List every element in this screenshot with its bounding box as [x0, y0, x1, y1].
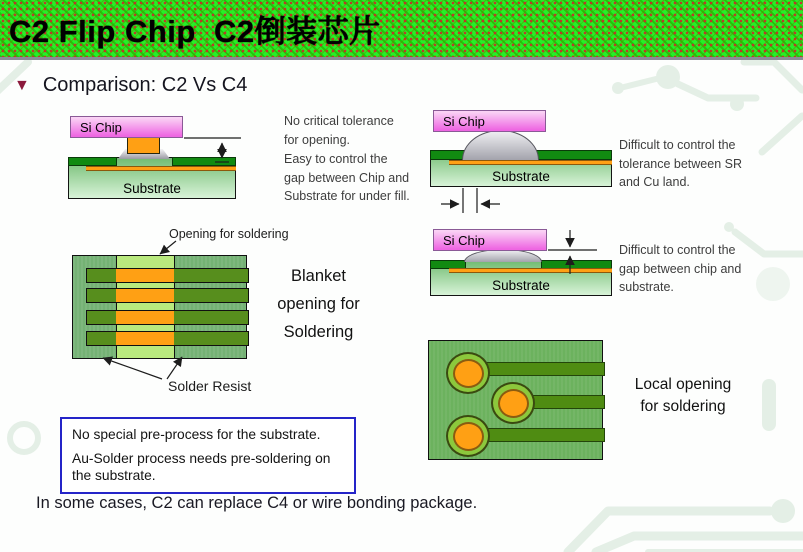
copper-pad-core: [498, 389, 529, 418]
info-line: Au-Solder process needs pre-soldering on the substrate.: [72, 451, 331, 483]
blanket-opening-diagram: [72, 255, 247, 359]
comparison-heading-text: Comparison: C2 Vs C4: [42, 74, 248, 96]
c2-note-gap: Easy to control the gap between Chip and Substrate for under fill.: [284, 152, 410, 203]
blanket-caption: Blanket opening for Soldering: [277, 267, 360, 341]
copper-land-bar: [86, 310, 249, 325]
c2b-copper-trace: [449, 268, 612, 273]
c4-copper-trace: [449, 160, 612, 165]
c2b-si-chip-label: Si Chip: [443, 232, 485, 248]
bullet-triangle-icon: ▼: [14, 76, 30, 94]
solder-resist-label: Solder Resist: [168, 378, 252, 394]
c4-note-tolerance: Difficult to control the tolerance between SR and Cu land.: [619, 138, 742, 189]
copper-land-bar: [86, 331, 249, 346]
c2-copper-pillar: [127, 137, 160, 154]
copper-pad-core: [453, 422, 484, 451]
c2-solder-resist-right: [172, 157, 236, 166]
c2b-note-gap: Difficult to control the gap between chip and substrate.: [619, 243, 742, 294]
footer-sentence: In some cases, C2 can replace C4 or wire bonding package.: [36, 494, 478, 512]
c2-copper-trace: [86, 166, 236, 171]
substrate-info-box: [60, 417, 356, 494]
pad-trace: [481, 362, 605, 376]
c2-note-opening: No critical tolerance for opening.: [284, 114, 394, 147]
c4-substrate-label: Substrate: [492, 169, 550, 184]
c2-si-chip-label: Si Chip: [80, 119, 122, 135]
copper-land-bar: [86, 268, 249, 283]
pad-trace: [526, 395, 605, 409]
c2-substrate-label: Substrate: [123, 181, 181, 196]
solder-pad: [491, 382, 535, 424]
local-opening-diagram: [428, 340, 603, 460]
comparison-heading: [14, 74, 247, 97]
solder-pad: [446, 352, 490, 394]
local-caption: Local opening for soldering: [634, 376, 732, 415]
slide-title-bar: [0, 0, 803, 60]
copper-land-bar: [86, 288, 249, 303]
c4-si-chip-label: Si Chip: [443, 113, 485, 129]
c4-si-chip-block: [433, 110, 546, 132]
c2-si-chip-block: [70, 116, 183, 138]
c2b-substrate-label: Substrate: [492, 278, 550, 293]
info-line: No special pre-process for the substrate.: [72, 427, 321, 442]
pad-trace: [481, 428, 605, 442]
c2-solder-resist-left: [68, 157, 117, 166]
solder-pad: [446, 415, 490, 457]
opening-for-soldering-label: Opening for soldering: [169, 227, 289, 241]
slide-title: C2 Flip Chip C2倒装芯片: [9, 14, 381, 49]
c2b-si-chip-block: [433, 229, 547, 251]
copper-pad-core: [453, 359, 484, 388]
